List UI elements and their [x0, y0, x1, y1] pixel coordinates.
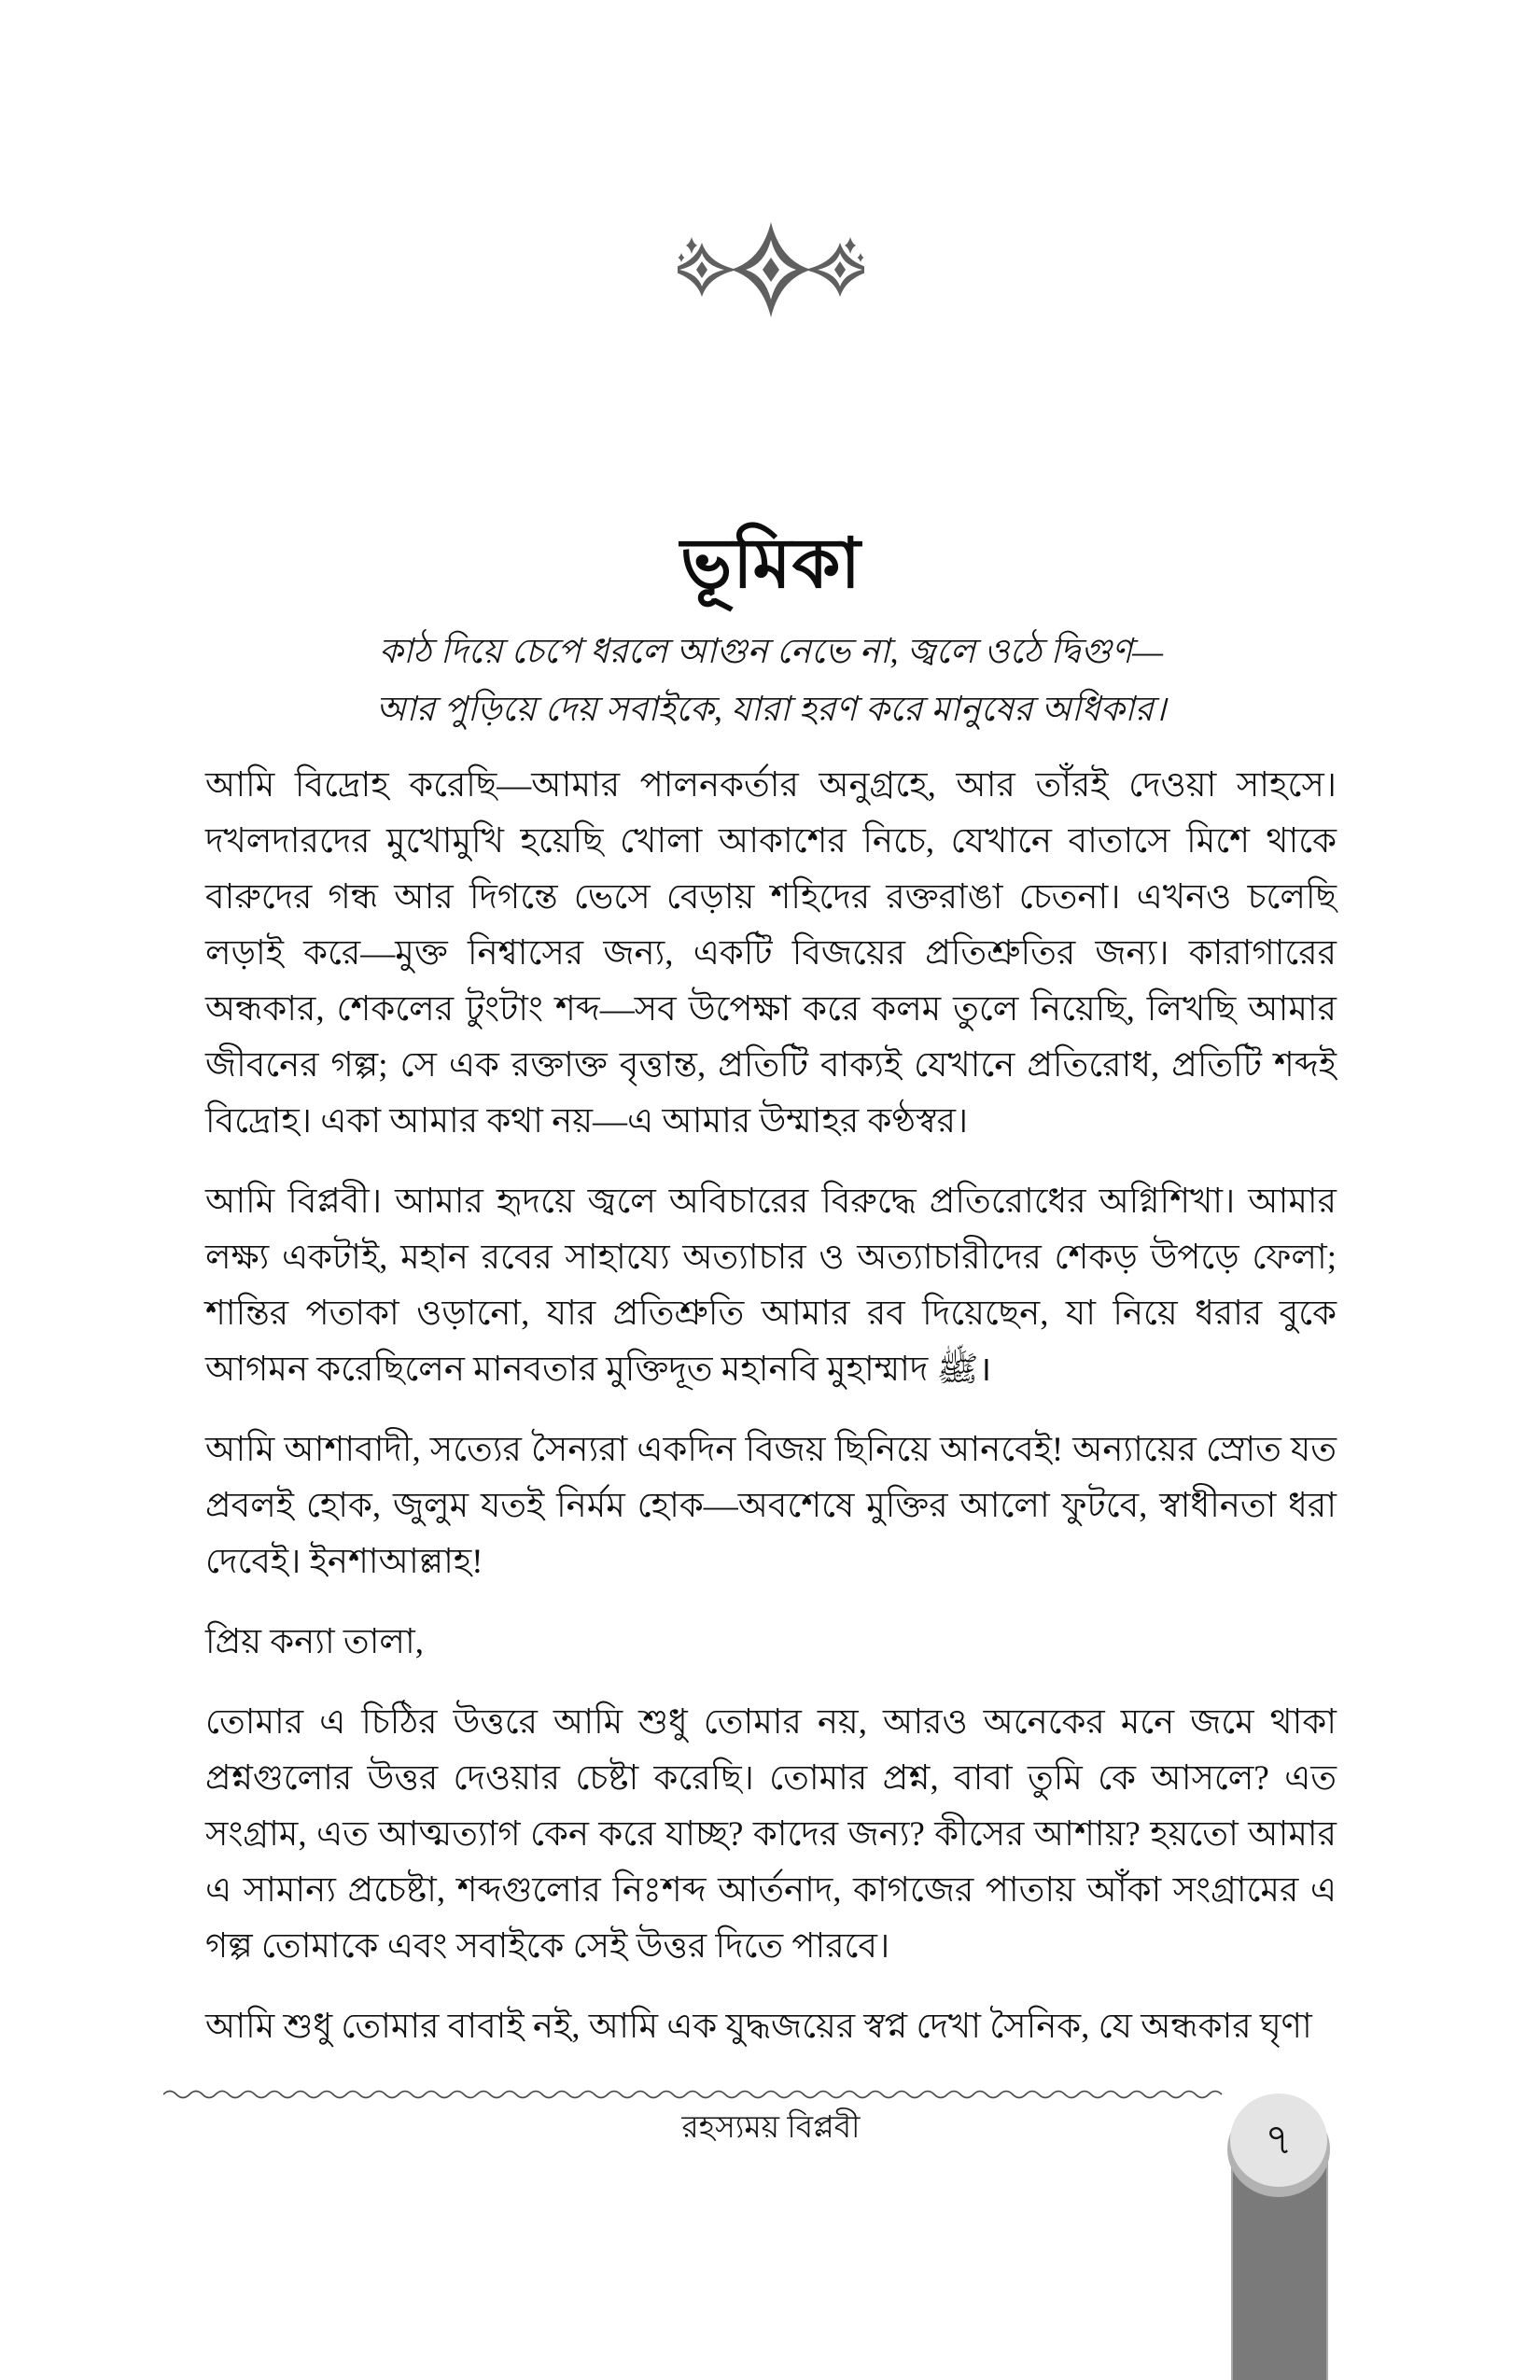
body-text	[205, 758, 1337, 2079]
text-line: দখলদারদের মুখোমুখি হয়েছি খোলা আকাশের নিচে, যেখানে বাতাসে মিশে থাকে	[205, 822, 1337, 861]
text-line: আমি বিপ্লবী। আমার হৃদয়ে জ্বলে অবিচারের বিরুদ্ধে প্রতিরোধের অগ্নিশিখা। আমার	[205, 1183, 1337, 1221]
text-line: আমি শুধু তোমার বাবাই নই, আমি এক যুদ্ধজয়ের স্বপ্ন দেখা সৈনিক, যে অন্ধকার ঘৃণা	[205, 2008, 1312, 2046]
salutation	[205, 1615, 1337, 1671]
text-line: আমি বিদ্রোহ করেছি—আমার পালনকর্তার অনুগ্রহে, আর তাঁরই দেওয়া সাহসে।	[205, 766, 1337, 805]
footer-book-title: রহস্যময় বিপ্লবী	[681, 2111, 861, 2145]
paragraph	[205, 1695, 1337, 1975]
paragraph	[205, 1999, 1337, 2055]
text-line: অন্ধকার, শেকলের টুংটাং শব্দ—সব উপেক্ষা করে কলম তুলে নিয়েছি, লিখছি আমার	[205, 990, 1337, 1029]
text-line: লড়াই করে—মুক্ত নিশ্বাসের জন্য, একটি বিজয়ের প্রতিশ্রুতির জন্য। কারাগারের	[205, 934, 1337, 973]
text-line: সংগ্রাম, এত আত্মত্যাগ কেন করে যাচ্ছ? কাদের জন্য? কীসের আশায়? হয়তো আমার	[205, 1815, 1337, 1854]
paragraph	[205, 1422, 1337, 1590]
epigraph-line: কাঠ দিয়ে চেপে ধরলে আগুন নেভে না, জ্বলে ওঠে দ্বিগুণ—	[378, 633, 1164, 671]
text-line: প্রশ্নগুলোর উত্তর দেওয়ার চেষ্টা করেছি। তোমার প্রশ্ন, বাবা তুমি কে আসলে? এত	[205, 1759, 1337, 1798]
text-line: এ সামান্য প্রচেষ্টা, শব্দগুলোর নিঃশব্দ আর্তনাদ, কাগজের পাতায় আঁকা সংগ্রামের এ	[205, 1871, 1337, 1910]
epigraph	[205, 623, 1337, 739]
text-line: আমি আশাবাদী, সত্যের সৈন্যরা একদিন বিজয় ছিনিয়ে আনবেই! অন্যায়ের স্রোত যত	[205, 1431, 1337, 1469]
page-number-tab	[1230, 2093, 1327, 2187]
page-number: ৭	[1265, 2116, 1293, 2163]
text-line: দেবেই। ইনশাআল্লাহ!	[205, 1543, 483, 1581]
page-title: ভূমিকা	[680, 525, 861, 603]
footer-wavy-line	[163, 2085, 1237, 2100]
text-line: জীবনের গল্প; সে এক রক্তাক্ত বৃত্তান্ত, প্রতিটি বাক্যই যেখানে প্রতিরোধ, প্রতিটি শব্দই	[205, 1046, 1337, 1085]
text-line: বিদ্রোহ। একা আমার কথা নয়—এ আমার উম্মাহর কণ্ঠস্বর।	[205, 1102, 969, 1141]
text-line: আগমন করেছিলেন মানবতার মুক্তিদূত মহানবি মুহাম্মাদ ﷺ।	[205, 1351, 992, 1389]
text-line: গল্প তোমাকে এবং সবাইকে সেই উত্তর দিতে পারবে।	[205, 1927, 890, 1966]
text-line: প্রিয় কন্যা তালা,	[205, 1623, 424, 1661]
text-line: বারুদের গন্ধ আর দিগন্তে ভেসে বেড়ায় শহিদের রক্তরাঙা চেতনা। এখনও চলেছি	[205, 878, 1337, 917]
epigraph-line: আর পুড়িয়ে দেয় সবাইকে, যারা হরণ করে মানুষের অধিকার।	[375, 691, 1167, 729]
text-line: প্রবলই হোক, জুলুম যতই নির্মম হোক—অবশেষে মুক্তির আলো ফুটবে, স্বাধীনতা ধরা	[205, 1487, 1337, 1525]
paragraph	[205, 1174, 1337, 1398]
text-line: লক্ষ্য একটাই, মহান রবের সাহায্যে অত্যাচার ও অত্যাচারীদের শেকড় উপড়ে ফেলা;	[205, 1239, 1337, 1277]
paragraph	[205, 758, 1337, 1150]
sparkle-diamond-ornament-icon	[678, 222, 864, 319]
text-line: তোমার এ চিঠির উত্তরে আমি শুধু তোমার নয়, আরও অনেকের মনে জমে থাকা	[205, 1703, 1337, 1742]
text-line: শান্তির পতাকা ওড়ানো, যার প্রতিশ্রুতি আমার রব দিয়েছেন, যা নিয়ে ধরার বুকে	[205, 1295, 1337, 1333]
